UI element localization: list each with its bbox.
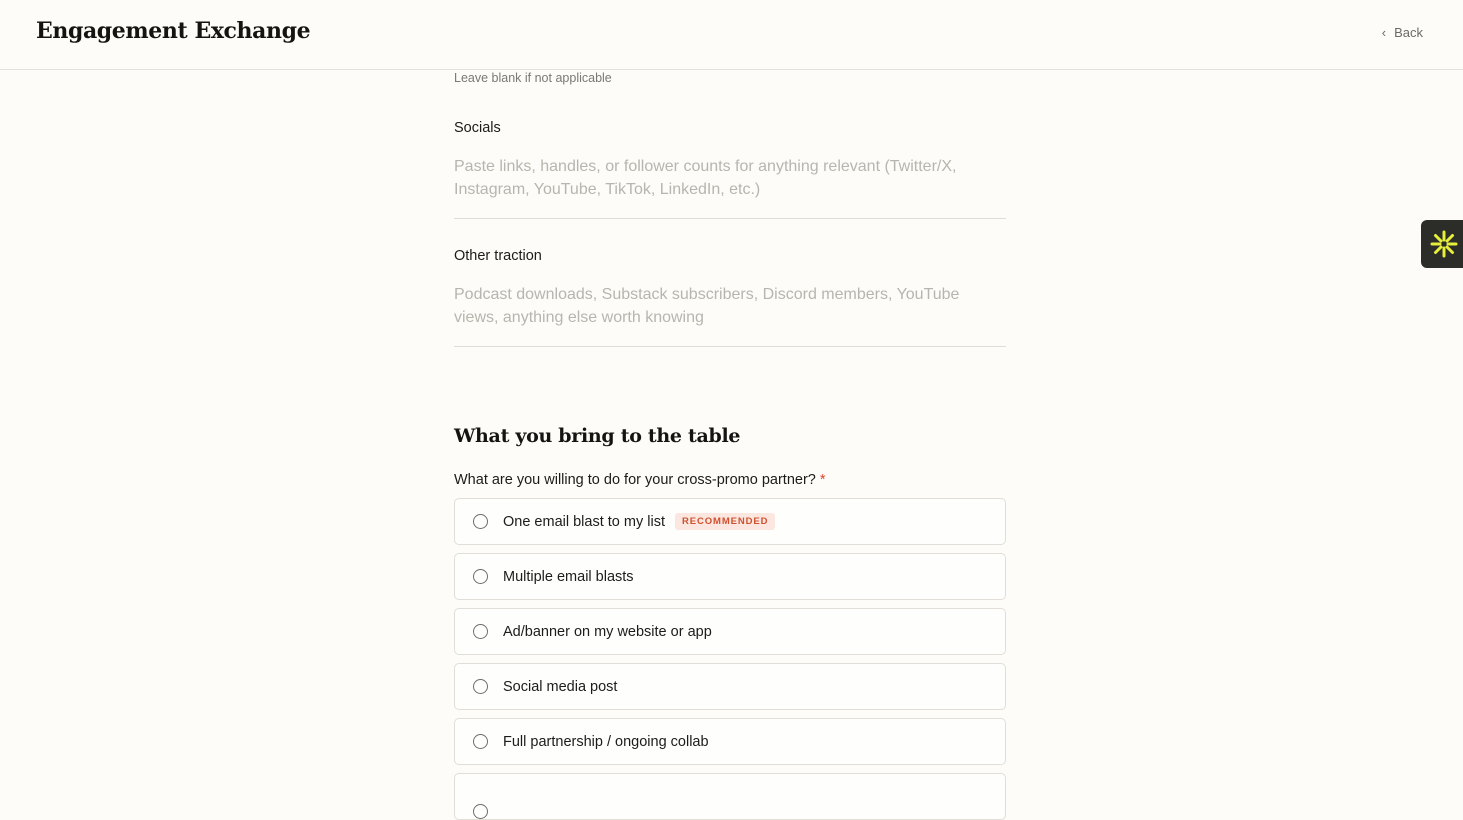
section-title: What you bring to the table [454,425,741,447]
socials-label: Socials [454,120,501,136]
radio-button[interactable] [473,804,488,819]
option-multiple-email-blasts[interactable] [454,553,1006,600]
back-label: Back [1394,25,1423,40]
cross-promo-question [454,472,826,488]
brand-title: Engagement Exchange [36,18,311,44]
option-label: Multiple email blasts [503,568,634,585]
recommended-badge: RECOMMENDED [675,513,775,530]
back-button[interactable] [1382,25,1423,40]
option-partially-visible[interactable] [454,773,1006,820]
other-traction-label: Other traction [454,248,542,264]
radio-button[interactable] [473,624,488,639]
chevron-left-icon: ‹ [1381,25,1387,40]
radio-button[interactable] [473,569,488,584]
option-label: Ad/banner on my website or app [503,623,712,640]
help-widget-button[interactable] [1421,220,1463,268]
field-hint: Leave blank if not applicable [454,71,612,85]
option-label: Social media post [503,678,618,695]
option-label: Full partnership / ongoing collab [503,733,709,750]
other-traction-input[interactable] [454,283,1006,347]
top-bar [0,0,1463,70]
socials-input[interactable] [454,155,1006,219]
required-marker: * [819,472,826,488]
option-label: One email blast to my list [503,513,665,530]
option-full-partnership[interactable] [454,718,1006,765]
radio-button[interactable] [473,734,488,749]
option-one-email-blast[interactable] [454,498,1006,545]
radio-button[interactable] [473,514,488,529]
asterisk-burst-icon [1429,229,1459,259]
option-ad-banner[interactable] [454,608,1006,655]
question-text: What are you willing to do for your cross-promo partner? [454,472,816,488]
radio-button[interactable] [473,679,488,694]
option-social-media-post[interactable] [454,663,1006,710]
